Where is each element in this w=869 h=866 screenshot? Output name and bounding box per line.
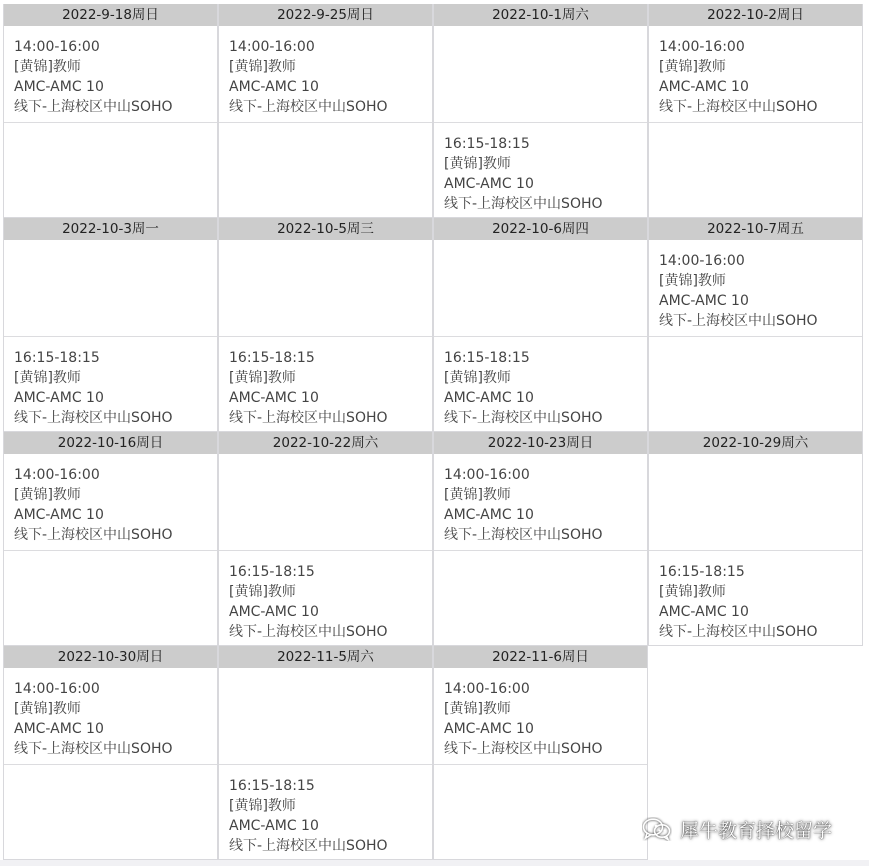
day-cell bbox=[648, 218, 863, 432]
empty-slot bbox=[434, 764, 647, 860]
session-teacher: [黄锦]教师 bbox=[444, 370, 511, 386]
session-time: 14:00-16:00 bbox=[14, 467, 100, 483]
session-course: AMC-AMC 10 bbox=[14, 79, 104, 95]
day-header: 2022-10-1周六 bbox=[434, 4, 647, 26]
class-session bbox=[4, 26, 217, 122]
day-header: 2022-10-7周五 bbox=[649, 218, 862, 240]
empty-slot bbox=[4, 764, 217, 860]
session-time: 14:00-16:00 bbox=[659, 253, 745, 269]
session-location: 线下-上海校区中山SOHO bbox=[229, 99, 388, 115]
day-cell bbox=[3, 4, 218, 218]
day-header: 2022-11-5周六 bbox=[219, 646, 432, 668]
empty-slot bbox=[219, 668, 432, 764]
class-session bbox=[4, 336, 217, 432]
session-course: AMC-AMC 10 bbox=[659, 293, 749, 309]
day-cell bbox=[3, 218, 218, 432]
class-session bbox=[434, 122, 647, 218]
session-time: 14:00-16:00 bbox=[14, 681, 100, 697]
class-session bbox=[434, 454, 647, 550]
session-time: 16:15-18:15 bbox=[444, 136, 530, 152]
session-teacher: [黄锦]教师 bbox=[14, 487, 81, 503]
class-session bbox=[219, 550, 432, 646]
session-location: 线下-上海校区中山SOHO bbox=[659, 313, 818, 329]
session-teacher: [黄锦]教师 bbox=[444, 701, 511, 717]
session-course: AMC-AMC 10 bbox=[444, 507, 534, 523]
session-course: AMC-AMC 10 bbox=[229, 79, 319, 95]
session-location: 线下-上海校区中山SOHO bbox=[14, 527, 173, 543]
session-time: 16:15-18:15 bbox=[229, 350, 315, 366]
watermark-text: 犀牛教育择校留学 bbox=[680, 819, 833, 842]
session-time: 14:00-16:00 bbox=[229, 39, 315, 55]
day-header: 2022-10-22周六 bbox=[219, 432, 432, 454]
session-teacher: [黄锦]教师 bbox=[229, 370, 296, 386]
session-course: AMC-AMC 10 bbox=[659, 604, 749, 620]
empty-slot bbox=[4, 240, 217, 336]
day-header: 2022-10-6周四 bbox=[434, 218, 647, 240]
session-course: AMC-AMC 10 bbox=[14, 721, 104, 737]
session-teacher: [黄锦]教师 bbox=[14, 370, 81, 386]
class-session bbox=[434, 336, 647, 432]
day-cell bbox=[648, 432, 863, 646]
bottom-strip bbox=[0, 860, 869, 866]
day-header: 2022-11-6周日 bbox=[434, 646, 647, 668]
empty-slot bbox=[649, 454, 862, 550]
session-course: AMC-AMC 10 bbox=[14, 507, 104, 523]
class-session bbox=[434, 668, 647, 764]
session-teacher: [黄锦]教师 bbox=[14, 59, 81, 75]
session-location: 线下-上海校区中山SOHO bbox=[14, 99, 173, 115]
class-session bbox=[4, 668, 217, 764]
day-cell bbox=[3, 432, 218, 646]
session-teacher: [黄锦]教师 bbox=[14, 701, 81, 717]
session-time: 14:00-16:00 bbox=[659, 39, 745, 55]
empty-slot bbox=[434, 240, 647, 336]
session-course: AMC-AMC 10 bbox=[14, 390, 104, 406]
class-session bbox=[219, 26, 432, 122]
session-teacher: [黄锦]教师 bbox=[229, 798, 296, 814]
day-header: 2022-10-23周日 bbox=[434, 432, 647, 454]
day-cell bbox=[648, 4, 863, 218]
empty-slot bbox=[434, 26, 647, 122]
day-cell bbox=[218, 646, 433, 860]
session-course: AMC-AMC 10 bbox=[444, 390, 534, 406]
class-session bbox=[649, 26, 862, 122]
day-cell bbox=[218, 432, 433, 646]
session-location: 线下-上海校区中山SOHO bbox=[444, 527, 603, 543]
session-teacher: [黄锦]教师 bbox=[444, 156, 511, 172]
day-header: 2022-10-30周日 bbox=[4, 646, 217, 668]
empty-slot bbox=[219, 240, 432, 336]
class-session bbox=[219, 764, 432, 860]
empty-slot bbox=[649, 122, 862, 218]
session-course: AMC-AMC 10 bbox=[444, 176, 534, 192]
session-location: 线下-上海校区中山SOHO bbox=[14, 741, 173, 757]
session-location: 线下-上海校区中山SOHO bbox=[659, 99, 818, 115]
watermark bbox=[642, 814, 832, 844]
day-header: 2022-10-2周日 bbox=[649, 4, 862, 26]
session-teacher: [黄锦]教师 bbox=[659, 584, 726, 600]
day-header: 2022-10-16周日 bbox=[4, 432, 217, 454]
session-course: AMC-AMC 10 bbox=[444, 721, 534, 737]
session-teacher: [黄锦]教师 bbox=[229, 59, 296, 75]
session-location: 线下-上海校区中山SOHO bbox=[14, 410, 173, 426]
session-teacher: [黄锦]教师 bbox=[659, 273, 726, 289]
session-time: 16:15-18:15 bbox=[444, 350, 530, 366]
session-time: 14:00-16:00 bbox=[14, 39, 100, 55]
day-cell bbox=[218, 4, 433, 218]
day-cell bbox=[433, 646, 648, 860]
day-header: 2022-10-29周六 bbox=[649, 432, 862, 454]
empty-slot bbox=[4, 122, 217, 218]
empty-slot bbox=[219, 122, 432, 218]
session-course: AMC-AMC 10 bbox=[229, 604, 319, 620]
day-cell bbox=[433, 4, 648, 218]
session-teacher: [黄锦]教师 bbox=[444, 487, 511, 503]
session-time: 16:15-18:15 bbox=[229, 564, 315, 580]
session-teacher: [黄锦]教师 bbox=[229, 584, 296, 600]
session-location: 线下-上海校区中山SOHO bbox=[229, 838, 388, 854]
empty-slot bbox=[219, 454, 432, 550]
session-location: 线下-上海校区中山SOHO bbox=[229, 624, 388, 640]
day-header: 2022-9-25周日 bbox=[219, 4, 432, 26]
session-course: AMC-AMC 10 bbox=[229, 818, 319, 834]
session-course: AMC-AMC 10 bbox=[229, 390, 319, 406]
session-time: 16:15-18:15 bbox=[14, 350, 100, 366]
class-session bbox=[649, 240, 862, 336]
day-cell bbox=[3, 646, 218, 860]
empty-slot bbox=[649, 336, 862, 432]
class-session bbox=[649, 550, 862, 646]
session-time: 16:15-18:15 bbox=[659, 564, 745, 580]
session-location: 线下-上海校区中山SOHO bbox=[229, 410, 388, 426]
session-time: 16:15-18:15 bbox=[229, 778, 315, 794]
session-time: 14:00-16:00 bbox=[444, 467, 530, 483]
schedule-grid bbox=[3, 4, 863, 860]
class-session bbox=[219, 336, 432, 432]
day-header: 2022-10-5周三 bbox=[219, 218, 432, 240]
day-cell bbox=[433, 218, 648, 432]
session-location: 线下-上海校区中山SOHO bbox=[444, 410, 603, 426]
session-course: AMC-AMC 10 bbox=[659, 79, 749, 95]
session-teacher: [黄锦]教师 bbox=[659, 59, 726, 75]
day-cell bbox=[218, 218, 433, 432]
wechat-bubble-icon bbox=[642, 817, 672, 841]
class-session bbox=[4, 454, 217, 550]
session-location: 线下-上海校区中山SOHO bbox=[659, 624, 818, 640]
day-header: 2022-10-3周一 bbox=[4, 218, 217, 240]
empty-slot bbox=[4, 550, 217, 646]
day-cell bbox=[433, 432, 648, 646]
session-location: 线下-上海校区中山SOHO bbox=[444, 741, 603, 757]
empty-slot bbox=[434, 550, 647, 646]
session-location: 线下-上海校区中山SOHO bbox=[444, 196, 603, 212]
session-time: 14:00-16:00 bbox=[444, 681, 530, 697]
day-header: 2022-9-18周日 bbox=[4, 4, 217, 26]
